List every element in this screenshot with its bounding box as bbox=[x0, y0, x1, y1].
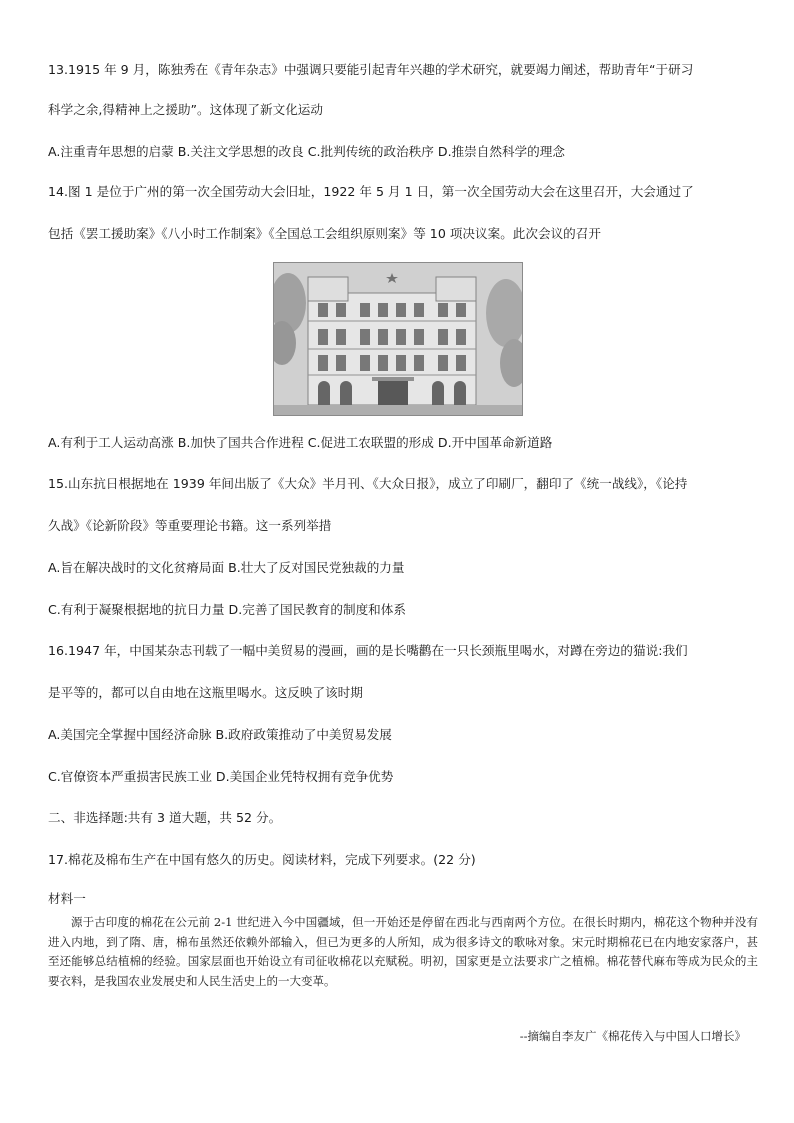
material-source: --摘编自李友广《棉花传入与中国人口增长》 bbox=[519, 1029, 746, 1043]
q13-stem-line2: 科学之余,得精神上之援助”。这体现了新文化运动 bbox=[48, 102, 323, 117]
q15-stem-line1: 15.山东抗日根据地在 1939 年间出版了《大众》半月刊、《大众日报》，成立了印刷厂，翻印了《统一战线》，《论持 bbox=[48, 476, 688, 491]
q16-stem-line1: 16.1947 年，中国某杂志刊载了一幅中美贸易的漫画，画的是长嘴鹳在一只长颈瓶里喝水，对蹲在旁边的猫说:我们 bbox=[48, 643, 688, 658]
q13-options: A.注重青年思想的启蒙 B.关注文学思想的改良 C.批判传统的政治秩序 D.推崇自然科学的理念 bbox=[48, 144, 565, 159]
material-one-block bbox=[48, 913, 758, 991]
q14-stem-line2: 包括《罢工援助案》《八小时工作制案》《全国总工会组织原则案》等 10 项决议案。此次会议的召开 bbox=[48, 226, 601, 241]
q16-options-cd: C.官僚资本严重损害民族工业 D.美国企业凭特权拥有竞争优势 bbox=[48, 769, 394, 784]
q14-stem-line1: 14.图 1 是位于广州的第一次全国劳动大会旧址，1922 年 5 月 1 日，第一次全国劳动大会在这里召开，大会通过了 bbox=[48, 184, 694, 199]
q15-stem-line2: 久战》《论新阶段》等重要理论书籍。这一系列举措 bbox=[48, 518, 332, 533]
material-one-text: 源于古印度的棉花在公元前 2-1 世纪进入今中国疆域，但一开始还是停留在西北与西南两个方位。在很长时期内，棉花这个物种并没有进入内地，到了隋、唐，棉布虽然还依赖外部输入，但已为更多的人所知，成为很多诗文的歌咏对象。宋元时期棉花已在内地安家落户，甚至还能够总结植棉的经验。国家层面也开始设立有司征收棉花以充赋税。明初，国家更是立法要求广之植棉。棉花替代麻布等成为民众的主要衣料，是我国农业发展史和人民生活史上的一大变革。 bbox=[48, 915, 758, 988]
q17-intro: 17.棉花及棉布生产在中国有悠久的历史。阅读材料，完成下列要求。(22 分) bbox=[48, 852, 476, 867]
material-label: 材料一 bbox=[48, 891, 86, 906]
q16-options-ab: A.美国完全掌握中国经济命脉 B.政府政策推动了中美贸易发展 bbox=[48, 727, 392, 742]
section-heading: 二、非选择题:共有 3 道大题，共 52 分。 bbox=[48, 810, 282, 825]
q15-options-ab: A.旨在解决战时的文化贫瘠局面 B.壮大了反对国民党独裁的力量 bbox=[48, 560, 405, 575]
q16-stem-line2: 是平等的，都可以自由地在这瓶里喝水。这反映了该时期 bbox=[48, 685, 363, 700]
q13-stem-line1: 13.1915 年 9 月，陈独秀在《青年杂志》中强调只要能引起青年兴趣的学术研究，就要竭力阐述，帮助青年“于研习 bbox=[48, 62, 694, 77]
labor-congress-building-photo bbox=[273, 262, 523, 416]
q14-options: A.有利于工人运动高涨 B.加快了国共合作进程 C.促进工农联盟的形成 D.开中国革命新道路 bbox=[48, 435, 553, 450]
q15-options-cd: C.有利于凝聚根据地的抗日力量 D.完善了国民教育的制度和体系 bbox=[48, 602, 406, 617]
